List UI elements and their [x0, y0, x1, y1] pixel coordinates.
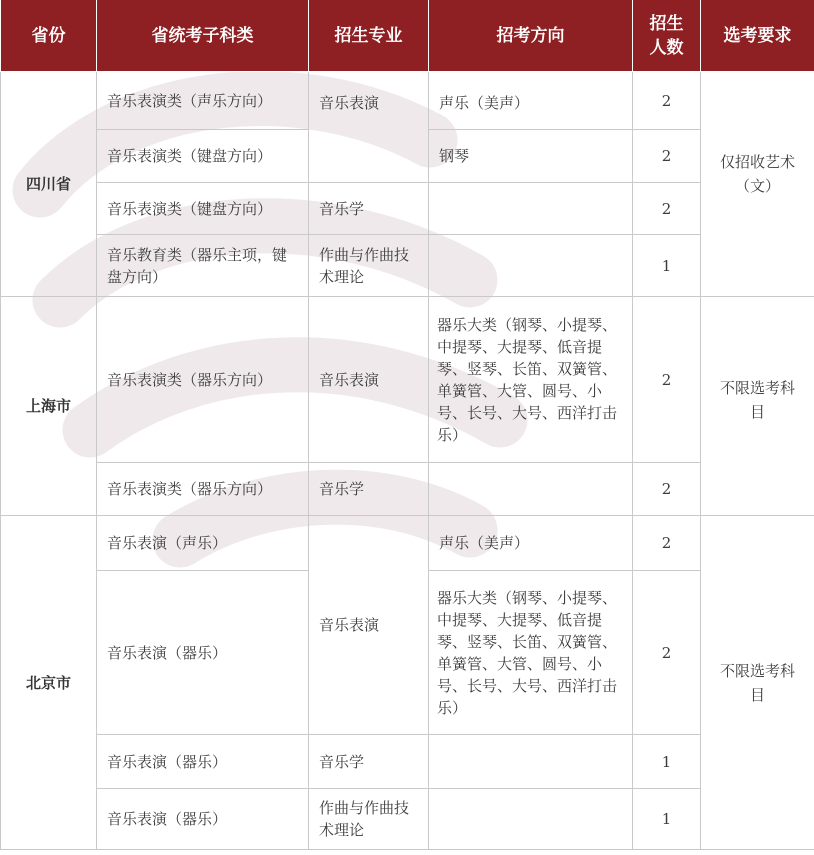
category-cell: 音乐表演类（键盘方向）: [97, 130, 309, 183]
direction-cell: [429, 463, 633, 516]
count-cell: 1: [633, 235, 701, 297]
count-cell: 1: [633, 735, 701, 789]
count-cell: 2: [633, 463, 701, 516]
major-cell: 音乐表演: [309, 72, 429, 183]
direction-cell: [429, 789, 633, 850]
direction-cell: 器乐大类（钢琴、小提琴、中提琴、大提琴、低音提琴、竖琴、长笛、双簧管、单簧管、大管、圆号、小号、长号、大号、西洋打击乐）: [429, 571, 633, 735]
header-province: 省份: [1, 0, 97, 72]
province-cell: 上海市: [1, 297, 97, 516]
count-cell: 2: [633, 72, 701, 130]
table-row: [1, 297, 814, 463]
direction-cell: 声乐（美声）: [429, 516, 633, 571]
table-row: [1, 72, 814, 130]
requirement-cell: [701, 297, 814, 516]
direction-cell: 声乐（美声）: [429, 72, 633, 130]
header-count-label: 招生人数: [649, 13, 684, 58]
category-cell: 音乐表演（器乐）: [97, 571, 309, 735]
direction-cell: [429, 183, 633, 235]
requirement-text: 不限选考科目: [719, 379, 795, 421]
category-cell: 音乐表演类（器乐方向）: [97, 297, 309, 463]
category-cell: 音乐表演类（键盘方向）: [97, 183, 309, 235]
table-row: [1, 235, 814, 297]
province-cell: 北京市: [1, 516, 97, 850]
category-cell: 音乐表演（声乐）: [97, 516, 309, 571]
major-cell: 作曲与作曲技术理论: [309, 235, 429, 297]
table-row: [1, 463, 814, 516]
header-count: [633, 0, 701, 72]
major-cell: 音乐学: [309, 183, 429, 235]
major-cell: 音乐表演: [309, 516, 429, 735]
category-cell: 音乐表演类（器乐方向）: [97, 463, 309, 516]
header-direction: 招考方向: [429, 0, 633, 72]
header-major: 招生专业: [309, 0, 429, 72]
requirement-cell: [701, 72, 814, 297]
header-category: 省统考子科类: [97, 0, 309, 72]
requirement-text: 仅招收艺术（文）: [719, 153, 795, 195]
table-row: [1, 789, 814, 850]
category-cell: 音乐表演（器乐）: [97, 735, 309, 789]
requirement-cell: [701, 516, 814, 850]
province-cell: 四川省: [1, 72, 97, 297]
direction-cell: 器乐大类（钢琴、小提琴、中提琴、大提琴、低音提琴、竖琴、长笛、双簧管、单簧管、大管、圆号、小号、长号、大号、西洋打击乐）: [429, 297, 633, 463]
table-row: [1, 735, 814, 789]
header-requirement: 选考要求: [701, 0, 814, 72]
major-cell: 音乐学: [309, 735, 429, 789]
direction-cell: 钢琴: [429, 130, 633, 183]
count-cell: 2: [633, 130, 701, 183]
table-row: [1, 183, 814, 235]
table-header-row: [1, 0, 814, 72]
category-cell: 音乐表演类（声乐方向）: [97, 72, 309, 130]
direction-cell: [429, 735, 633, 789]
category-cell: 音乐表演（器乐）: [97, 789, 309, 850]
count-cell: 2: [633, 516, 701, 571]
category-cell: 音乐教育类（器乐主项，键盘方向）: [97, 235, 309, 297]
count-cell: 1: [633, 789, 701, 850]
count-cell: 2: [633, 183, 701, 235]
direction-cell: [429, 235, 633, 297]
requirement-text: 不限选考科目: [719, 661, 795, 704]
major-cell: 作曲与作曲技术理论: [309, 789, 429, 850]
count-cell: 2: [633, 571, 701, 735]
count-cell: 2: [633, 297, 701, 463]
major-cell: 音乐表演: [309, 297, 429, 463]
major-cell: 音乐学: [309, 463, 429, 516]
table-row: [1, 516, 814, 571]
